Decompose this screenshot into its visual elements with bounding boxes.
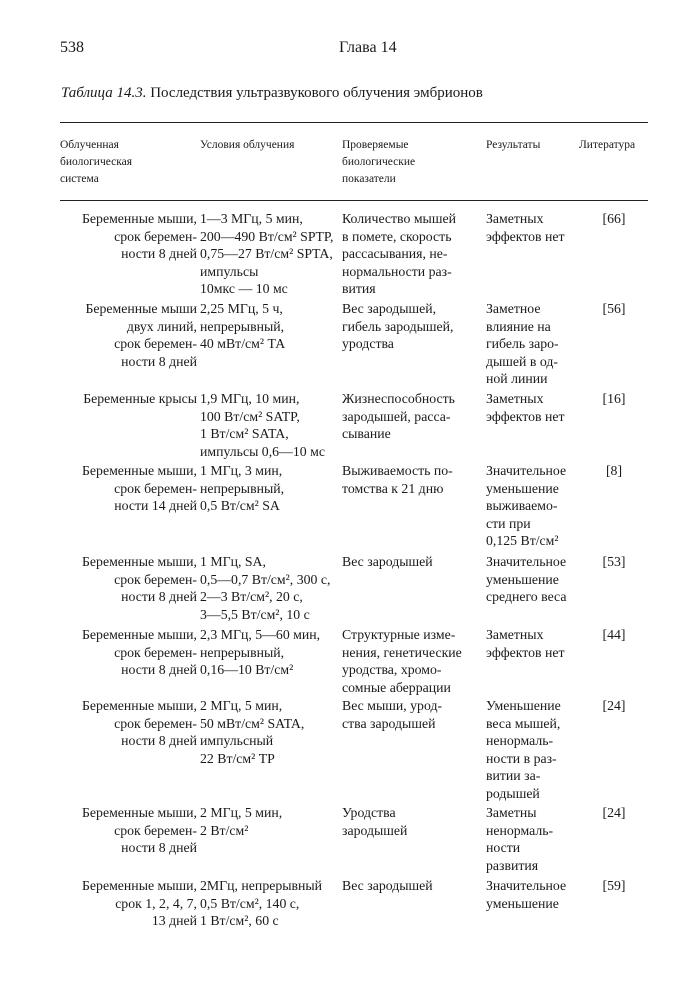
results-cell: Заметных эффектов нет [486, 211, 565, 244]
header-indicators: Проверяемые биологические показатели [342, 139, 416, 185]
reference-cell: [59] [602, 878, 626, 893]
results-cell: Значительное уменьшение среднего веса [486, 554, 567, 605]
reference-cell: [44] [602, 627, 626, 642]
page-number: 538 [60, 39, 84, 56]
indicators-cell: Структурные изме- нения, генетические уродства, хромо- сомные аберрации [342, 627, 462, 695]
system-cell: Беременные мыши двух линий, срок беремен- ности 8 дней [85, 301, 197, 369]
reference-cell: [8] [605, 463, 623, 478]
reference-cell: [56] [602, 301, 626, 316]
indicators-cell: Вес зародышей [342, 878, 433, 893]
system-cell: Беременные мыши, срок беремен- ности 8 дней [82, 554, 197, 605]
results-cell: Заметны ненормаль- ности развития [486, 805, 554, 873]
table-top-rule [60, 122, 648, 123]
indicators-cell: Уродства зародышей [342, 805, 408, 838]
header-system: Облученная биологическая система [60, 139, 133, 185]
system-cell: Беременные крысы [83, 391, 197, 406]
header-references: Литература [579, 139, 636, 151]
reference-cell: [53] [602, 554, 626, 569]
reference-cell: [66] [602, 211, 626, 226]
table-caption [61, 85, 483, 102]
chapter-title: Глава 14 [339, 39, 397, 56]
system-cell: Беременные мыши, срок беремен- ности 14 дней [82, 463, 197, 514]
results-cell: Значительное уменьшение [486, 878, 567, 911]
conditions-cell: 2,25 МГц, 5 ч, непрерывный, 40 мВт/см² ТА [200, 301, 286, 352]
header-conditions: Условия облучения [200, 139, 295, 151]
indicators-cell: Вес мыши, урод- ства зародышей [342, 698, 443, 731]
indicators-cell: Выживаемость по- томства к 21 дню [342, 463, 453, 496]
indicators-cell: Количество мышей в помете, скорость рассасывания, не- нормальности раз- вития [342, 211, 456, 297]
conditions-cell: 1 МГц, 3 мин, непрерывный, 0,5 Вт/см² SA [200, 463, 285, 514]
results-cell: Значительное уменьшение выживаемо- сти при 0,125 Вт/см² [486, 463, 567, 549]
indicators-cell: Вес зародышей, гибель зародышей, уродства [342, 301, 454, 352]
results-cell: Заметных эффектов нет [486, 627, 565, 660]
results-cell: Заметных эффектов нет [486, 391, 565, 424]
conditions-cell: 2,3 МГц, 5—60 мин, непрерывный, 0,16—10 Вт/см² [200, 627, 321, 678]
system-cell: Беременные мыши, срок беремен- ности 8 дней [82, 805, 197, 856]
conditions-cell: 1—3 МГц, 5 мин, 200—490 Вт/см² SPTP, 0,75—27 Вт/см² SPTA, импульсы 10мкс — 10 мс [200, 211, 334, 297]
conditions-cell: 1,9 МГц, 10 мин, 100 Вт/см² SATP, 1 Вт/см² SATA, импульсы 0,6—10 мс [200, 391, 325, 459]
results-cell: Заметное влияние на гибель заро- дышей в од- ной линии [486, 301, 559, 387]
conditions-cell: 2 МГц, 5 мин, 2 Вт/см² [200, 805, 283, 838]
system-cell: Беременные мыши, срок 1, 2, 4, 7, 13 дней [82, 878, 197, 929]
system-cell: Беременные мыши, срок беремен- ности 8 дней [82, 627, 197, 678]
system-cell: Беременные мыши, срок беремен- ности 8 дней [82, 211, 197, 262]
reference-cell: [24] [602, 698, 626, 713]
table-caption-label: Таблица 14.3. [61, 85, 147, 101]
indicators-cell: Вес зародышей [342, 554, 433, 569]
header-results: Результаты [486, 139, 541, 151]
indicators-cell: Жизнеспособность зародышей, расса- сывание [342, 391, 455, 442]
conditions-cell: 2МГц, непрерывный 0,5 Вт/см², 140 с, 1 Вт/см², 60 с [200, 878, 323, 929]
reference-cell: [24] [602, 805, 626, 820]
table-caption-text: Последствия ультразвукового облучения эмбрионов [146, 85, 483, 101]
conditions-cell: 1 МГц, SA, 0,5—0,7 Вт/см², 300 с, 2—3 Вт/см², 20 с, 3—5,5 Вт/см², 10 с [200, 554, 331, 622]
conditions-cell: 2 МГц, 5 мин, 50 мВт/см² SATA, импульсный 22 Вт/см² ТР [200, 698, 305, 766]
system-cell: Беременные мыши, срок беремен- ности 8 дней [82, 698, 197, 749]
results-cell: Уменьшение веса мышей, ненормаль- ности в раз- витии за- родышей [486, 698, 561, 801]
table-header-rule [60, 200, 648, 201]
reference-cell: [16] [602, 391, 626, 406]
